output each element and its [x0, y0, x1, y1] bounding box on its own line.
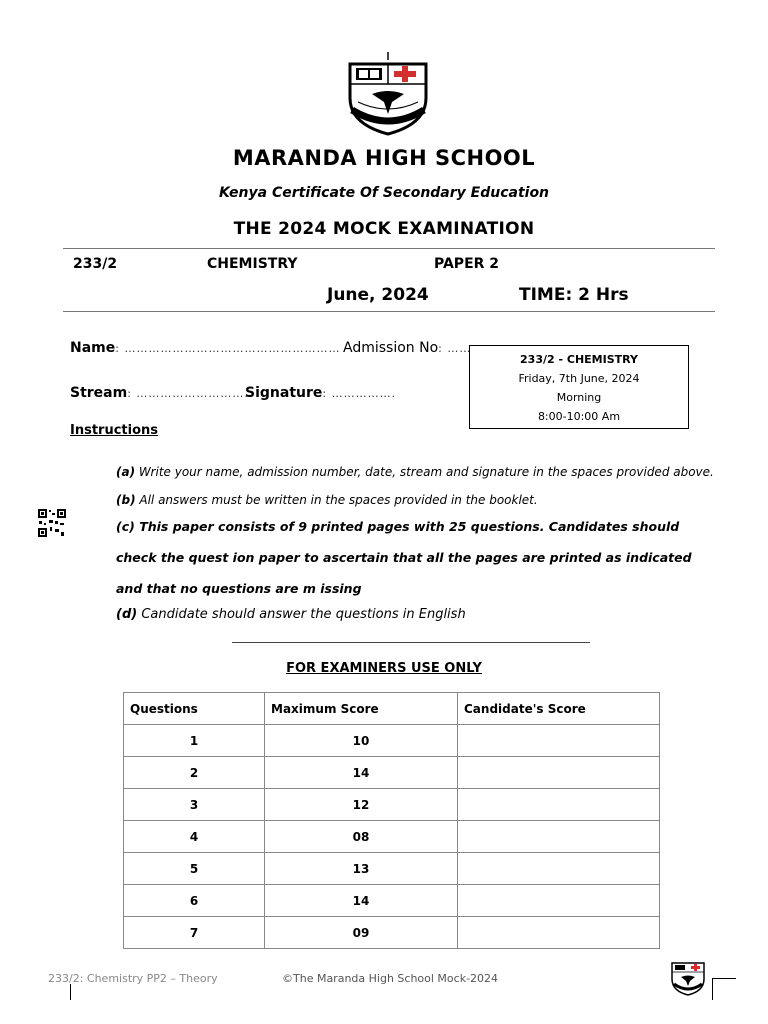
candidate-score-cell[interactable] — [458, 885, 660, 917]
certificate-title: Kenya Certificate Of Secondary Education — [218, 185, 550, 201]
max-score: 09 — [265, 917, 458, 949]
max-score: 13 — [265, 853, 458, 885]
timebox-date: Friday, 7th June, 2024 — [518, 372, 640, 385]
instruction-c — [116, 511, 720, 604]
instruction-d-label: (d) — [116, 607, 138, 622]
footer-paper-label: 233/2: Chemistry PP2 – Theory — [48, 972, 218, 985]
school-name: MARANDA HIGH SCHOOL — [232, 146, 536, 170]
table-row — [124, 885, 660, 917]
instruction-d — [116, 599, 716, 630]
separator-line — [232, 642, 590, 643]
col-questions: Questions — [124, 693, 265, 725]
question-number: 7 — [124, 917, 265, 949]
question-number: 5 — [124, 853, 265, 885]
timebox-session: Morning — [556, 391, 602, 404]
table-row — [124, 917, 660, 949]
instruction-a-text: Write your name, admission number, date, stream and signature in the spaces provided above. — [138, 465, 714, 479]
candidate-score-cell[interactable] — [458, 917, 660, 949]
signature-dots: : ……………. — [322, 387, 397, 400]
question-number: 3 — [124, 789, 265, 821]
timetable-box — [469, 345, 689, 429]
table-row — [124, 853, 660, 885]
exam-time: TIME: 2 Hrs — [519, 285, 629, 305]
bottom-rule — [63, 311, 715, 312]
examiners-title: FOR EXAMINERS USE ONLY — [286, 661, 482, 676]
max-score: 14 — [265, 885, 458, 917]
admission-field[interactable] — [343, 340, 471, 356]
instruction-a — [116, 457, 716, 488]
signature-field[interactable] — [245, 385, 396, 401]
instruction-c-text: This paper consists of 9 printed pages with 25 questions. Candidates should check the quest ion paper to ascertain that all the pages are printed as indicated and that no questions are m issing — [116, 519, 692, 596]
name-label: Name — [70, 340, 116, 356]
qr-code-icon — [37, 508, 67, 538]
candidate-score-cell[interactable] — [458, 789, 660, 821]
max-score: 08 — [265, 821, 458, 853]
question-number: 2 — [124, 757, 265, 789]
school-crest-logo — [342, 50, 434, 138]
instructions-title: Instructions — [70, 423, 159, 438]
instruction-d-text: Candidate should answer the questions in English — [141, 607, 466, 622]
name-dots: : ……………………………………………… — [115, 342, 341, 355]
instruction-a-label: (a) — [116, 465, 136, 479]
instruction-c-label: (c) — [116, 519, 135, 534]
max-score: 10 — [265, 725, 458, 757]
question-number: 1 — [124, 725, 265, 757]
paper-number: PAPER 2 — [434, 256, 500, 272]
top-rule — [63, 248, 715, 249]
candidate-score-cell[interactable] — [458, 725, 660, 757]
max-score: 12 — [265, 789, 458, 821]
candidate-score-cell[interactable] — [458, 821, 660, 853]
paper-code: 233/2 — [73, 256, 118, 272]
exam-date: June, 2024 — [327, 285, 429, 305]
signature-label: Signature — [245, 385, 323, 401]
col-max-score: Maximum Score — [265, 693, 458, 725]
admission-label: Admission No — [343, 340, 439, 356]
col-candidate-score: Candidate's Score — [458, 693, 660, 725]
crop-mark-left — [70, 984, 71, 1000]
crop-mark-right — [712, 978, 736, 1000]
timebox-time: 8:00-10:00 Am — [537, 410, 621, 423]
stream-label: Stream — [70, 385, 128, 401]
candidate-score-cell[interactable] — [458, 853, 660, 885]
instruction-b-text: All answers must be written in the spaces provided in the booklet. — [139, 493, 538, 507]
score-table — [123, 692, 660, 949]
candidate-score-cell[interactable] — [458, 757, 660, 789]
admission-dots: : …… — [438, 342, 472, 355]
table-row — [124, 725, 660, 757]
paper-subject: CHEMISTRY — [207, 256, 298, 272]
table-row — [124, 757, 660, 789]
question-number: 4 — [124, 821, 265, 853]
instruction-b-label: (b) — [116, 493, 136, 507]
stream-field[interactable] — [70, 385, 249, 401]
footer-crest-logo — [668, 957, 708, 997]
score-table-header — [124, 693, 660, 725]
stream-dots: : ………………………. — [127, 387, 249, 400]
table-row — [124, 821, 660, 853]
max-score: 14 — [265, 757, 458, 789]
question-number: 6 — [124, 885, 265, 917]
name-field[interactable] — [70, 340, 340, 356]
timebox-subject: 233/2 - CHEMISTRY — [520, 353, 638, 366]
footer-copyright: ©The Maranda High School Mock-2024 — [282, 972, 499, 985]
table-row — [124, 789, 660, 821]
exam-title: THE 2024 MOCK EXAMINATION — [233, 219, 535, 239]
